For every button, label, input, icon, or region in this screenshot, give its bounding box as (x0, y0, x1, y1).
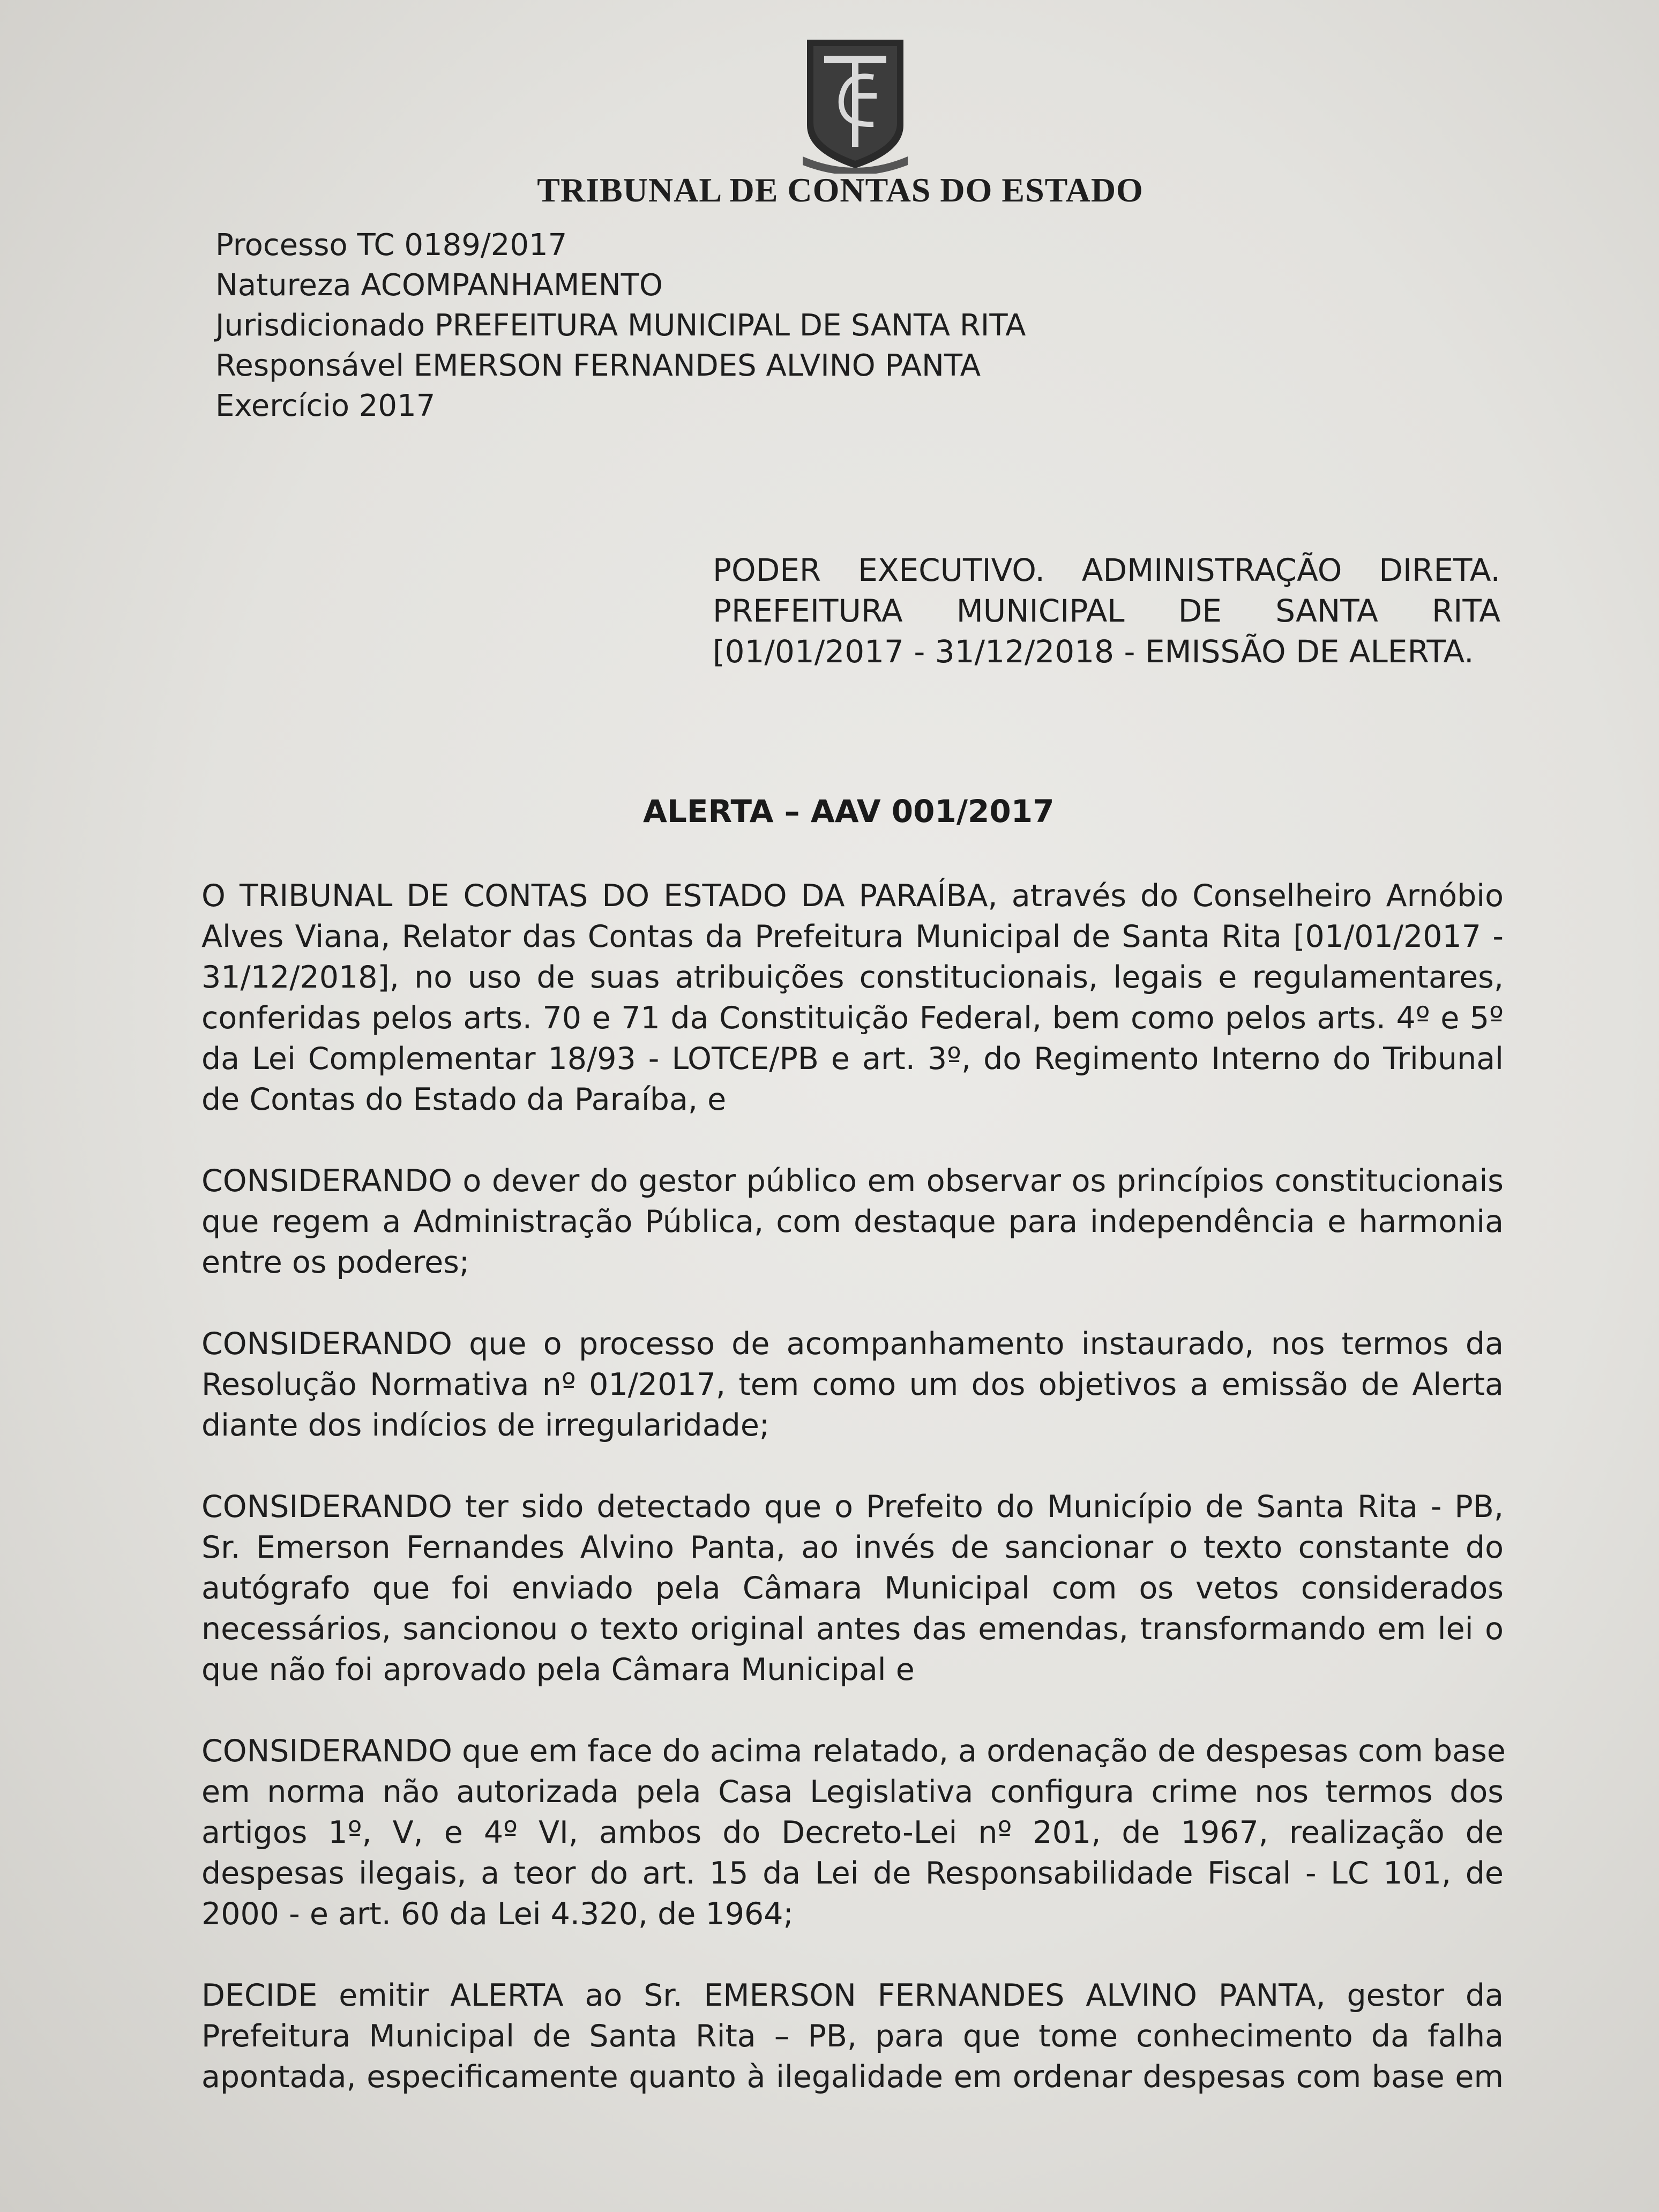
process-metadata (215, 225, 1026, 426)
text-line: Sr. Emerson Fernandes Alvino Panta, ao invés de sancionar o texto constante do (201, 1530, 1504, 1565)
paragraph-decide (201, 1975, 1504, 2097)
text-line: CONSIDERANDO ter sido detectado que o Prefeito do Município de Santa Rita - PB, (201, 1489, 1504, 1525)
text-line: entre os poderes; (201, 1245, 470, 1280)
text-line: da Lei Complementar 18/93 - LOTCE/PB e art. 3º, do Regimento Interno do Tribunal (201, 1041, 1504, 1077)
process-responsible: Responsável EMERSON FERNANDES ALVINO PANTA (215, 348, 981, 383)
text-line: que regem a Administração Pública, com destaque para independência e harmonia (201, 1204, 1504, 1239)
text-line: que não foi aprovado pela Câmara Municipal e (201, 1652, 915, 1687)
ementa-line: PREFEITURA MUNICIPAL DE SANTA RITA (713, 593, 1500, 629)
text-line: 2000 - e art. 60 da Lei 4.320, de 1964; (201, 1896, 794, 1932)
text-line: em norma não autorizada pela Casa Legislativa configura crime nos termos dos (201, 1774, 1504, 1810)
paragraph-considerando-2 (201, 1324, 1504, 1446)
process-nature: Natureza ACOMPANHAMENTO (215, 268, 663, 303)
text-line: apontada, especificamente quanto à ilegalidade em ordenar despesas com base em (201, 2059, 1504, 2095)
process-year: Exercício 2017 (215, 388, 436, 423)
tribunal-title: TRIBUNAL DE CONTAS DO ESTADO (537, 171, 1144, 209)
text-line: conferidas pelos arts. 70 e 71 da Constituição Federal, bem como pelos arts. 4º e 5º (201, 1000, 1504, 1036)
text-line: O TRIBUNAL DE CONTAS DO ESTADO DA PARAÍBA, através do Conselheiro Arnóbio (201, 878, 1504, 914)
text-line: DECIDE emitir ALERTA ao Sr. EMERSON FERNANDES ALVINO PANTA, gestor da (201, 1978, 1504, 2013)
text-line: CONSIDERANDO que em face do acima relatado, a ordenação de despesas com base (201, 1733, 1506, 1769)
text-line: Resolução Normativa nº 01/2017, tem como um dos objetivos a emissão de Alerta (201, 1367, 1504, 1402)
text-line: Prefeitura Municipal de Santa Rita – PB, para que tome conhecimento da falha (201, 2019, 1504, 2054)
text-line: necessários, sancionou o texto original antes das emendas, transformando em lei o (201, 1611, 1504, 1647)
paragraph-preamble (201, 876, 1504, 1120)
text-line: diante dos indícios de irregularidade; (201, 1408, 770, 1443)
text-line: artigos 1º, V, e 4º VI, ambos do Decreto-Lei nº 201, de 1967, realização de (201, 1815, 1504, 1850)
document-body (201, 876, 1504, 2138)
process-jurisdiction: Jurisdicionado PREFEITURA MUNICIPAL DE SANTA RITA (215, 308, 1026, 343)
text-line: autógrafo que foi enviado pela Câmara Municipal com os vetos considerados (201, 1571, 1504, 1606)
tribunal-crest-icon (803, 34, 908, 174)
text-line: CONSIDERANDO o dever do gestor público em observar os princípios constitucionais (201, 1163, 1504, 1199)
text-line: despesas ilegais, a teor do art. 15 da Lei de Responsabilidade Fiscal - LC 101, de (201, 1856, 1504, 1891)
text-line: CONSIDERANDO que o processo de acompanhamento instaurado, nos termos da (201, 1326, 1504, 1362)
alert-title: ALERTA – AAV 001/2017 (643, 793, 1055, 829)
text-line: Alves Viana, Relator das Contas da Prefeitura Municipal de Santa Rita [01/01/2017 - (201, 919, 1504, 954)
text-line: de Contas do Estado da Paraíba, e (201, 1082, 727, 1117)
process-number: Processo TC 0189/2017 (215, 228, 567, 263)
paragraph-considerando-1 (201, 1161, 1504, 1283)
ementa-line: [01/01/2017 - 31/12/2018 - EMISSÃO DE ALERTA. (713, 633, 1474, 670)
ementa-line: PODER EXECUTIVO. ADMINISTRAÇÃO DIRETA. (713, 552, 1500, 588)
ementa-block (713, 550, 1500, 672)
text-line: 31/12/2018], no uso de suas atribuições constitucionais, legais e regulamentares, (201, 960, 1504, 995)
paragraph-considerando-3 (201, 1486, 1504, 1690)
paragraph-considerando-4 (201, 1731, 1504, 1934)
